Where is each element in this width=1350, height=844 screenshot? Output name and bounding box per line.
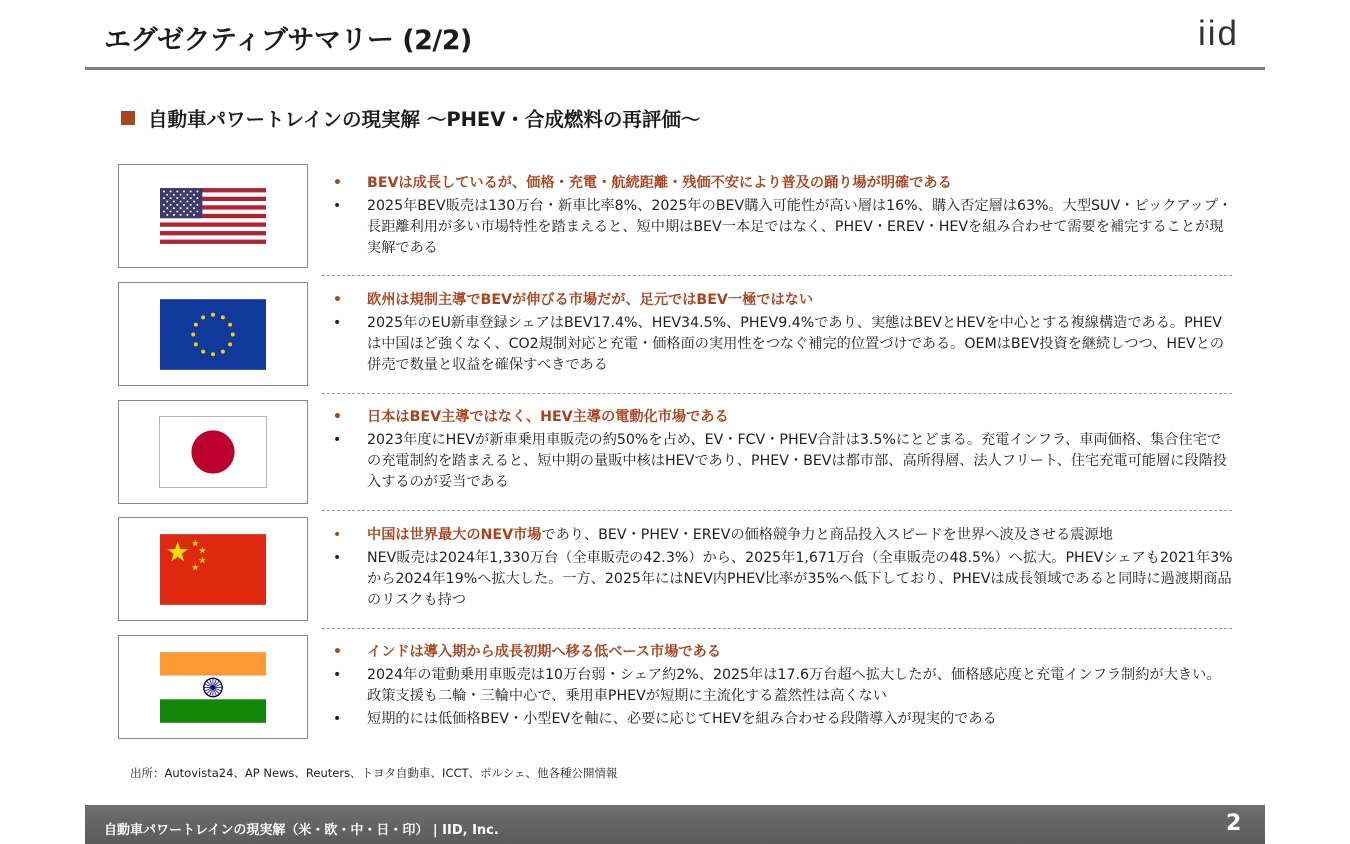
body-bullet [333, 709, 1233, 730]
headline-text: インドは導入期から成長初期へ移る低ベース市場である [367, 644, 721, 660]
bullet-icon: • [333, 315, 342, 331]
footer-text: 自動車パワートレインの現実解（米・欧・中・日・印） | IID, Inc. [104, 823, 499, 838]
page-title: エグゼクティブサマリー (2/2) [104, 25, 472, 56]
headline-bullet [333, 642, 1233, 663]
company-logo: iid [1198, 14, 1240, 53]
row-divider [322, 628, 1232, 629]
body-bullet [333, 196, 1233, 259]
bullet-icon: • [333, 550, 342, 566]
bullet-icon: • [333, 198, 342, 214]
row-divider [322, 393, 1232, 394]
body-text: NEV販売は2024年1,330万台（全車販売の42.3%）から、2025年1,671万台（全車販売の48.5%）へ拡大。PHEVシェアも2021年3%から2024年19%へ拡大した。一方、2025年にはNEV内PHEV比率が35%へ低下しており、PHEVは成長領域であると同時に過渡期商品のリスクも持つ [367, 550, 1233, 608]
bullet-icon: • [333, 175, 342, 191]
bullet-icon: • [333, 292, 342, 308]
title-divider [85, 67, 1265, 70]
row-china [333, 525, 1233, 611]
body-bullet [333, 430, 1233, 493]
india-flag-icon [160, 652, 266, 723]
body-text: 2023年度にHEVが新車乗用車販売の約50%を占め、EV・FCV・PHEV合計は3.5%にとどまる。充電インフラ、車両価格、集合住宅での充電制約を踏まえると、短中期の量販中核はHEVであり、PHEV・BEVは都市部、高所得層、法人フリート、住宅充電可能層に段階投入するのが妥当である [367, 432, 1227, 490]
headline-text [367, 525, 1113, 546]
row-divider [322, 510, 1232, 511]
body-bullet [333, 665, 1233, 707]
china-flag-icon [160, 534, 266, 605]
headline-bullet [333, 290, 1233, 311]
section-heading [121, 104, 700, 132]
flag-box-china [118, 517, 308, 621]
row-india [333, 642, 1233, 730]
body-text: 2025年BEV販売は130万台・新車比率8%、2025年のBEV購入可能性が高い層は16%、購入否定層は63%。大型SUV・ピックアップ・長距離利用が多い市場特性を踏まえると、短中期はBEV一本足ではなく、PHEV・EREV・HEVを組み合わせて需要を補完することが現実解である [367, 198, 1233, 256]
body-bullet [333, 548, 1233, 611]
us-flag-icon [160, 188, 266, 244]
section-title: 自動車パワートレインの現実解 ～PHEV・合成燃料の再評価～ [148, 108, 701, 131]
row-eu [333, 290, 1233, 376]
bullet-icon: • [333, 644, 342, 660]
page-number: 2 [1226, 811, 1242, 836]
flag-box-india [118, 635, 308, 739]
source-note: 出所：Autovista24、AP News、Reuters、トヨタ自動車、ICCT、ポルシェ、他各種公開情報 [130, 766, 618, 780]
bullet-icon: • [333, 527, 342, 543]
headline-text: BEVは成長しているが、価格・充電・航続距離・残価不安により普及の踊り場が明確である [367, 175, 952, 191]
eu-flag-icon [160, 299, 266, 370]
body-text: 2025年のEU新車登録シェアはBEV17.4%、HEV34.5%、PHEV9.4%であり、実態はBEVとHEVを中心とする複線構造である。PHEVは中国ほど強くなく、CO2規制対応と充電・価格面の実用性をつなぐ補完的位置づけである。OEMはBEV投資を継続しつつ、HEVとの併売で数量と収益を確保すべきである [367, 315, 1225, 373]
headline-rest: であり、BEV・PHEV・EREVの価格競争力と商品投入スピードを世界へ波及させる震源地 [541, 527, 1113, 543]
body-text: 短期的には低価格BEV・小型EVを軸に、必要に応じてHEVを組み合わせる段階導入が現実的である [367, 711, 997, 727]
headline-bullet [333, 525, 1233, 546]
square-bullet-icon [121, 111, 135, 125]
bullet-icon: • [333, 409, 342, 425]
japan-flag-icon [159, 416, 267, 488]
headline-emphasis: 中国は世界最大のNEV市場 [367, 527, 542, 543]
flag-box-japan [118, 400, 308, 504]
flag-box-eu [118, 282, 308, 386]
bullet-icon: • [333, 667, 342, 683]
body-text: 2024年の電動乗用車販売は10万台弱・シェア約2%、2025年は17.6万台超へ拡大したが、価格感応度と充電インフラ制約が大きい。政策支援も二輪・三輪中心で、乗用車PHEVが短期に主流化する蓋然性は高くない [367, 667, 1221, 704]
headline-text: 日本はBEV主導ではなく、HEV主導の電動化市場である [367, 409, 729, 425]
headline-text: 欧州は規制主導でBEVが伸びる市場だが、足元ではBEV一極ではない [367, 292, 814, 308]
flag-box-us [118, 164, 308, 268]
bullet-icon: • [333, 711, 342, 727]
body-bullet [333, 313, 1233, 376]
row-japan [333, 407, 1233, 493]
headline-bullet [333, 173, 1233, 194]
row-divider [322, 275, 1232, 276]
bullet-icon: • [333, 432, 342, 448]
row-us [333, 173, 1233, 259]
headline-bullet [333, 407, 1233, 428]
